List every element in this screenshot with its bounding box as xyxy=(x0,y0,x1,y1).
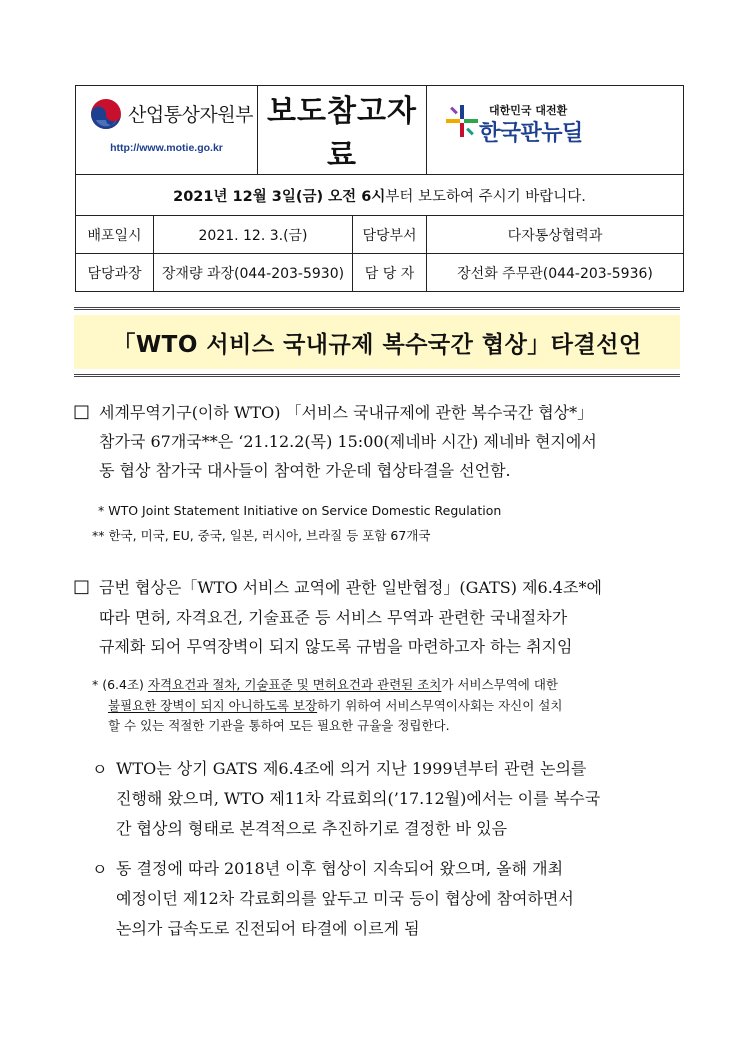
bullet1-line2: 진행해 왔으며, WTO 제11차 각료회의(’17.12월)에서는 이를 복수국 xyxy=(116,789,601,808)
section2-line1: 금번 협상은「WTO 서비스 교역에 관한 일반협정」(GATS) 제6.4조*에 xyxy=(99,578,602,597)
bullet2-line1: 동 결정에 따라 2018년 이후 협상이 지속되어 왔으며, 올해 개최 xyxy=(116,859,564,878)
brand-name: 한국판뉴딜 xyxy=(479,121,583,146)
brand-cell xyxy=(427,86,684,175)
ministry-cell xyxy=(76,86,258,175)
label-section-head: 담당과장 xyxy=(76,254,154,292)
circle-bullet: ㅇ xyxy=(92,860,108,879)
bullet1-line3: 간 협상의 형태로 본격적으로 추진하기로 결정한 바 있음 xyxy=(116,819,508,838)
document-type-title: 보도참고자료 xyxy=(258,86,427,175)
section2-note-line3: 할 수 있는 적절한 기관을 통하여 모든 필요한 규율을 정립한다. xyxy=(108,718,450,733)
headline-box xyxy=(74,307,680,377)
ministry-name: 산업통상자원부 xyxy=(128,104,253,126)
underlined-phrase: 자격요건과 절차, 기술표준 및 면허요건과 관련된 조치 xyxy=(147,677,442,692)
section1-note1: * WTO Joint Statement Initiative on Service Domestic Regulation xyxy=(98,503,502,518)
section2-line3: 규제화 되어 무역장벽이 되지 않도록 규범을 마련하고자 하는 취지임 xyxy=(99,637,573,656)
section1-line3: 동 협상 참가국 대사들이 참여한 가운데 협상타결을 선언함. xyxy=(99,461,511,480)
label-staff: 담 당 자 xyxy=(353,254,427,292)
new-deal-logo-icon xyxy=(445,104,479,138)
value-staff: 장선화 주무관(044-203-5936) xyxy=(427,254,684,292)
header-table xyxy=(75,85,684,292)
section2-line2: 따라 면허, 자격요건, 기술표준 등 서비스 무역과 관련한 국내절차가 xyxy=(99,608,568,627)
bullet2-line2: 예정이던 제12차 각료회의를 앞두고 미국 등이 협상에 참여하면서 xyxy=(116,889,574,908)
section2-note-line2: 불필요한 장벽이 되지 아니하도록 보장하기 위하여 서비스무역이사회는 자신이 설치 xyxy=(108,698,563,713)
section1-note2: ** 한국, 미국, EU, 중국, 일본, 러시아, 브라질 등 포함 67개국 xyxy=(92,528,431,543)
brand-slogan: 대한민국 대전환 xyxy=(489,104,568,117)
underlined-phrase: 불필요한 장벽이 되지 아니하도록 보장 xyxy=(108,698,318,713)
release-notice xyxy=(76,175,684,216)
bullet2-line3: 논의가 급속도로 진전되어 타결에 이르게 됨 xyxy=(116,919,420,938)
section2-note-line1: * (6.4조) 자격요건과 절차, 기술표준 및 면허요건과 관련된 조치가 서비스무역에 대한 xyxy=(92,677,558,692)
circle-bullet: ㅇ xyxy=(92,760,108,779)
release-instruction: 부터 보도하여 주시기 바랍니다. xyxy=(385,188,586,205)
bullet1-line1: WTO는 상기 GATS 제6.4조에 의거 지난 1999년부터 관련 논의를 xyxy=(116,759,587,778)
taeguk-logo-icon xyxy=(90,98,122,130)
value-section-head: 장재량 과장(044-203-5930) xyxy=(154,254,353,292)
label-release-date: 배포일시 xyxy=(76,216,154,254)
box-bullet: □ xyxy=(73,576,91,597)
headline: 「WTO 서비스 국내규제 복수국간 협상」타결선언 xyxy=(112,331,642,358)
section1-line2: 참가국 67개국**은 ‘21.12.2(목) 15:00(제네바 시간) 제네바 현지에서 xyxy=(99,432,597,451)
section1-line1: 세계무역기구(이하 WTO) 「서비스 국내규제에 관한 복수국간 협상*」 xyxy=(99,403,594,422)
label-department: 담당부서 xyxy=(353,216,427,254)
release-time: 2021년 12월 3일(금) 오전 6시 xyxy=(173,188,386,205)
box-bullet: □ xyxy=(73,401,91,422)
ministry-url-link[interactable]: http://www.motie.go.kr xyxy=(110,142,223,154)
value-department: 다자통상협력과 xyxy=(427,216,684,254)
value-release-date: 2021. 12. 3.(금) xyxy=(154,216,353,254)
